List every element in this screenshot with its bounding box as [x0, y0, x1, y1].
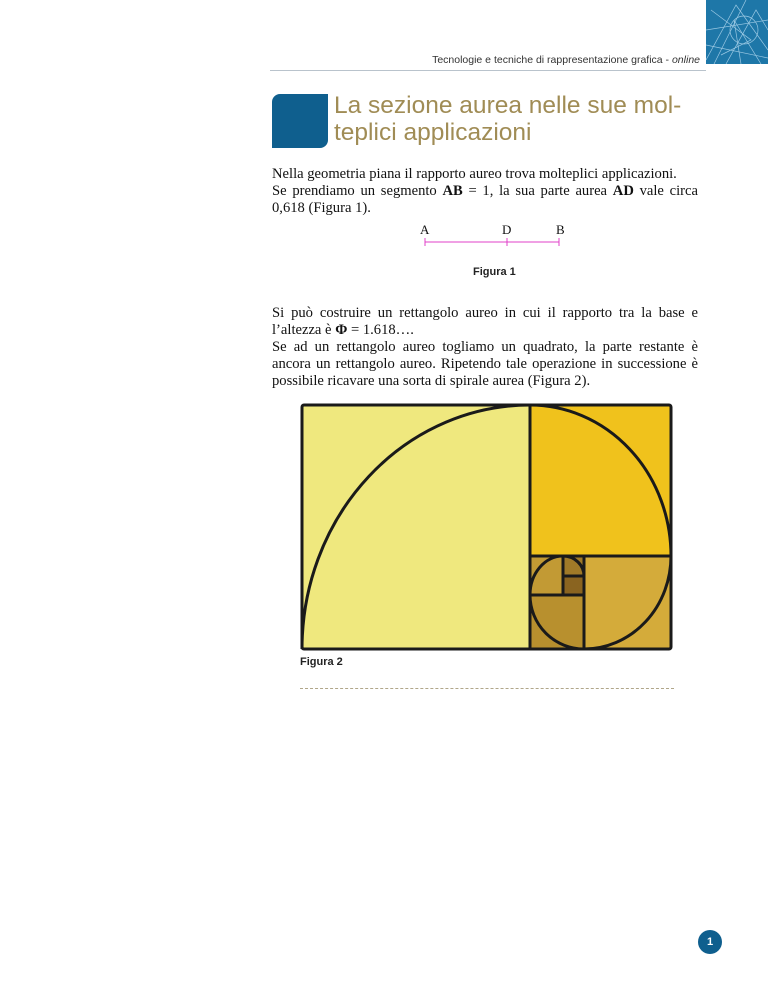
segment-line	[410, 222, 580, 262]
corner-decoration-icon	[706, 0, 768, 64]
point-b-label: B	[556, 222, 565, 237]
figure-1-segment	[410, 222, 580, 262]
paragraph-golden-rectangle: Si può costruire un rettangolo aureo in cui il rapporto tra la base e l’altezza è Φ = 1.618…. Se ad un rettangolo aureo togliamo un quadrato, la parte restante è ancora un rettangolo aureo. Ripetendo tale operazione in successione è possibile ricavare una sorta di spirale aurea (Figura 2).	[272, 305, 698, 389]
paragraph-intro: Nella geometria piana il rapporto aureo trova molteplici applicazioni. Se prendiamo un segmento AB = 1, la sua parte aurea AD vale circa 0,618 (Figura 1).	[272, 166, 698, 216]
square-smallest	[563, 576, 584, 595]
point-a-label: A	[420, 222, 430, 237]
spiral-squares	[302, 405, 671, 649]
page-title: La sezione aurea nelle sue mol- teplici applicazioni	[334, 92, 682, 146]
figure-1-caption: Figura 1	[473, 266, 516, 278]
running-header	[432, 54, 700, 66]
running-title-suffix: online	[671, 54, 700, 66]
square-second	[530, 405, 671, 556]
chapter-marker	[272, 94, 328, 148]
page-number-badge: 1	[698, 930, 722, 954]
square-large	[302, 405, 530, 649]
point-d-label: D	[502, 222, 512, 237]
figure-2-caption: Figura 2	[300, 656, 343, 668]
running-title: Tecnologie e tecniche di rappresentazione grafica -	[432, 54, 672, 66]
dashed-divider	[300, 688, 674, 689]
header-divider	[270, 70, 706, 71]
figure-2-golden-spiral	[300, 403, 673, 651]
